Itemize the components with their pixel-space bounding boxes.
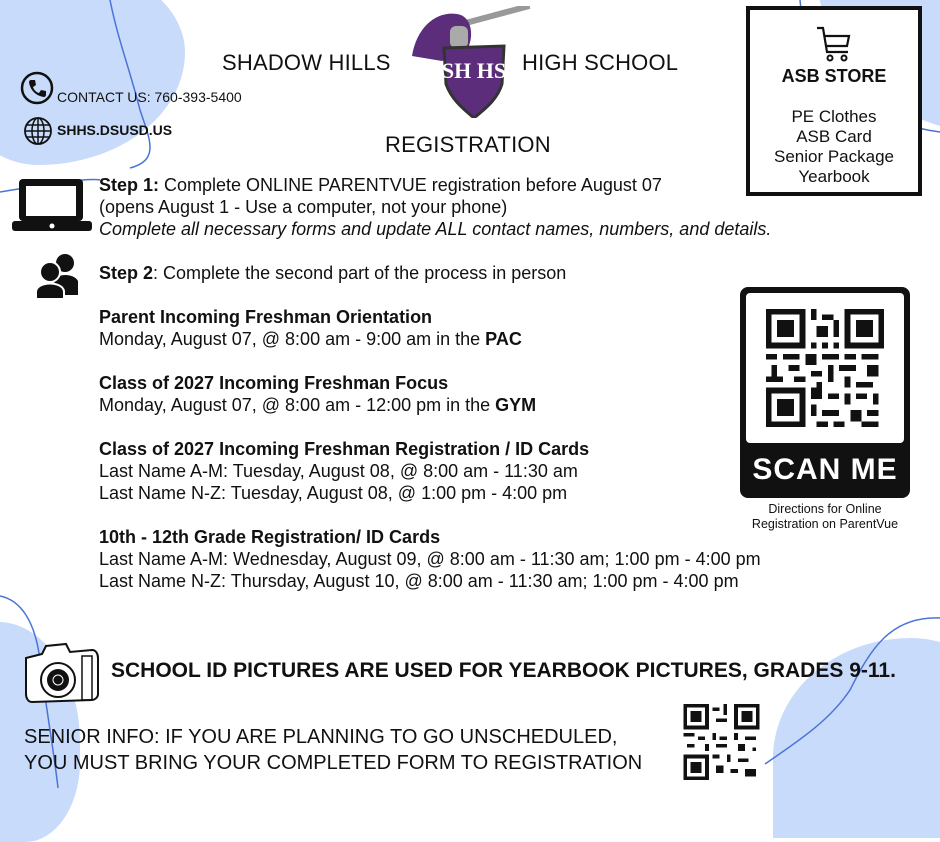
step2-label: Step 2 — [99, 263, 154, 283]
senior-info — [24, 724, 642, 776]
contact-phone: CONTACT US: 760-393-5400 — [57, 89, 242, 105]
qr-code-card[interactable] — [740, 287, 910, 498]
event-time: Last Name A-M: Wednesday, August 09, @ 8:00 am - 11:30 am; 1:00 pm - 4:00 pm — [99, 549, 761, 569]
event-time: Last Name N-Z: Thursday, August 10, @ 8:00 am - 11:30 am; 1:00 pm - 4:00 pm — [99, 571, 739, 591]
school-name-right: HIGH SCHOOL — [522, 50, 679, 75]
qr-caption: Directions for Online Registration on ParentVue — [751, 502, 899, 531]
asb-store-title: ASB STORE — [781, 66, 887, 86]
event-time: Monday, August 07, @ 8:00 am - 12:00 pm in the GYM — [99, 395, 537, 415]
id-pictures-notice: SCHOOL ID PICTURES ARE USED FOR YEARBOOK PICTURES, GRADES 9-11. — [111, 659, 896, 682]
event-time: Last Name N-Z: Tuesday, August 08, @ 1:00 pm - 4:00 pm — [99, 483, 568, 503]
school-logo — [402, 6, 537, 118]
step2-line — [99, 262, 566, 284]
phone-icon — [20, 71, 52, 103]
school-name-left: SHADOW HILLS — [222, 50, 391, 75]
step1-label: Step 1: — [99, 175, 160, 195]
camera-icon — [22, 642, 100, 704]
asb-store-item: PE Clothes — [791, 107, 877, 126]
senior-info-line2: YOU MUST BRING YOUR COMPLETED FORM TO REGISTRATION — [24, 752, 643, 774]
shopping-cart-icon — [814, 24, 854, 64]
event-title: Class of 2027 Incoming Freshman Focus — [99, 373, 449, 393]
asb-store-item: Yearbook — [798, 167, 870, 186]
qr-code — [765, 309, 885, 427]
step1-line3: Complete all necessary forms and update ALL contact names, numbers, and details. — [99, 219, 772, 239]
step2-text: : Complete the second part of the process in person — [153, 263, 567, 283]
asb-store-item: Senior Package — [773, 147, 895, 166]
event-title: Parent Incoming Freshman Orientation — [99, 307, 433, 327]
website-link[interactable]: SHHS.DSUSD.US — [57, 122, 173, 138]
event-time: Last Name A-M: Tuesday, August 08, @ 8:00 am - 11:30 am — [99, 461, 578, 481]
event-title: Class of 2027 Incoming Freshman Registration / ID Cards — [99, 439, 590, 459]
globe-icon — [23, 116, 53, 146]
senior-qr-code[interactable] — [683, 704, 760, 780]
laptop-icon — [12, 177, 92, 233]
senior-info-line1: SENIOR INFO: IF YOU ARE PLANNING TO GO UNSCHEDULED, — [24, 726, 618, 748]
scan-me-label: SCAN ME — [752, 453, 898, 486]
event-title: 10th - 12th Grade Registration/ ID Cards — [99, 527, 441, 547]
svg-text:SH HS: SH HS — [441, 58, 507, 83]
step1-line1 — [99, 174, 662, 196]
event-time: Monday, August 07, @ 8:00 am - 9:00 am in the PAC — [99, 329, 522, 349]
step1-text: Complete ONLINE PARENTVUE registration before August 07 — [159, 175, 662, 195]
asb-store-box — [746, 6, 922, 196]
users-icon — [34, 251, 82, 301]
asb-store-item: ASB Card — [796, 127, 872, 146]
page-title: REGISTRATION — [385, 132, 551, 157]
step1-line2: (opens August 1 - Use a computer, not your phone) — [99, 197, 508, 217]
